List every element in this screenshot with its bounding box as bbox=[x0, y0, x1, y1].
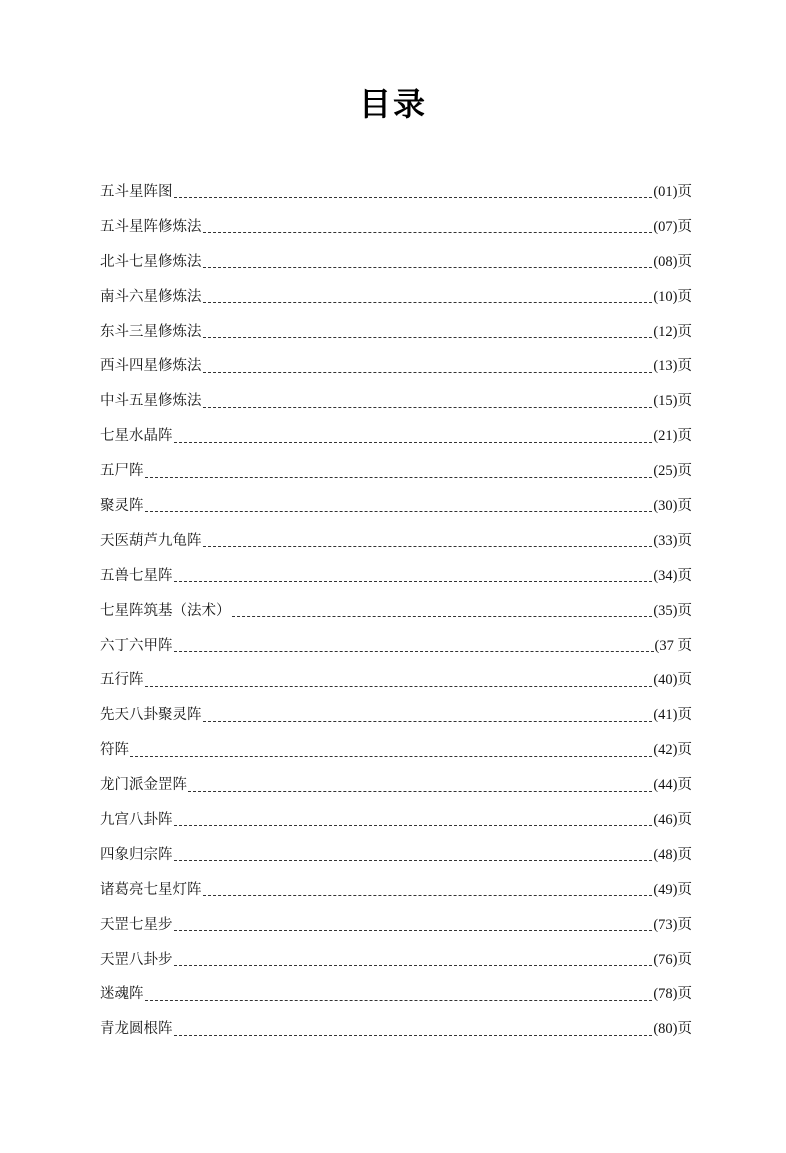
toc-entry-title: 东斗三星修炼法 bbox=[100, 323, 202, 340]
toc-entry bbox=[100, 980, 692, 1015]
toc-entry-page: (30)页 bbox=[653, 498, 692, 515]
toc-entry-page: (80)页 bbox=[653, 1021, 692, 1038]
toc-leader-dashes bbox=[130, 755, 652, 757]
toc-entry-page: (25)页 bbox=[653, 463, 692, 480]
toc-entry-page: (33)页 bbox=[653, 532, 692, 549]
toc-entry-page: (49)页 bbox=[653, 881, 692, 898]
page-title: 目录 bbox=[358, 85, 427, 123]
toc-entry-page: (12)页 bbox=[653, 323, 692, 340]
toc-entry bbox=[100, 841, 692, 876]
toc-entry-title: 五斗星阵修炼法 bbox=[100, 218, 202, 235]
toc-entry bbox=[100, 283, 692, 318]
toc-entry bbox=[100, 701, 692, 736]
toc-leader-dashes bbox=[174, 929, 653, 931]
toc-entry bbox=[100, 666, 692, 701]
toc-entry-title: 西斗四星修炼法 bbox=[100, 358, 202, 375]
toc-entry-page: (42)页 bbox=[653, 742, 692, 759]
toc-leader-dashes bbox=[188, 790, 652, 792]
toc-entry bbox=[100, 527, 692, 562]
toc-entry-title: 聚灵阵 bbox=[100, 498, 144, 515]
toc-entry-title: 六丁六甲阵 bbox=[100, 637, 173, 654]
toc-entry-title: 中斗五星修炼法 bbox=[100, 393, 202, 410]
toc-entry-title: 南斗六星修炼法 bbox=[100, 288, 202, 305]
toc-entry bbox=[100, 736, 692, 771]
toc-entry bbox=[100, 771, 692, 806]
toc-leader-dashes bbox=[203, 336, 653, 338]
toc-entry bbox=[100, 248, 692, 283]
toc-leader-dashes bbox=[145, 685, 653, 687]
toc-entry-title: 龙门派金罡阵 bbox=[100, 777, 187, 794]
toc-entry bbox=[100, 1015, 692, 1050]
toc-entry-title: 七星水晶阵 bbox=[100, 428, 173, 445]
toc-entry-title: 天医葫芦九龟阵 bbox=[100, 532, 202, 549]
toc-entry-title: 五斗星阵图 bbox=[100, 184, 173, 200]
toc-entry-title: 诸葛亮七星灯阵 bbox=[100, 881, 202, 898]
toc-entry-page: (46)页 bbox=[653, 812, 692, 829]
toc-entry bbox=[100, 597, 692, 632]
toc-entry-page: (08)页 bbox=[653, 253, 692, 270]
toc-entry-page: (76)页 bbox=[653, 951, 692, 968]
toc-leader-dashes bbox=[203, 406, 653, 408]
toc-entry-page: (41)页 bbox=[653, 707, 692, 724]
toc-entry-page: (01)页 bbox=[653, 184, 692, 200]
toc-leader-dashes bbox=[174, 580, 653, 582]
toc-entry-page: (73)页 bbox=[653, 916, 692, 933]
toc-leader-dashes bbox=[203, 301, 653, 303]
toc-entry-title: 五行阵 bbox=[100, 672, 144, 689]
toc-leader-dashes bbox=[174, 650, 654, 652]
toc-entry-title: 天罡八卦步 bbox=[100, 951, 173, 968]
toc-entry-title: 四象归宗阵 bbox=[100, 846, 173, 863]
toc-entry bbox=[100, 632, 692, 667]
toc-entry-page: (34)页 bbox=[653, 567, 692, 584]
toc-entry-page: (15)页 bbox=[653, 393, 692, 410]
toc-entry bbox=[100, 422, 692, 457]
toc-leader-dashes bbox=[145, 476, 653, 478]
toc-leader-dashes bbox=[203, 545, 653, 547]
toc-leader-dashes bbox=[203, 231, 653, 233]
toc-entry-page: (44)页 bbox=[653, 777, 692, 794]
toc-entry bbox=[100, 911, 692, 946]
toc-entry-page: (10)页 bbox=[653, 288, 692, 305]
toc-entry-page: (07)页 bbox=[653, 218, 692, 235]
toc-leader-dashes bbox=[174, 859, 653, 861]
toc-entry bbox=[100, 318, 692, 353]
toc-leader-dashes bbox=[203, 371, 653, 373]
toc-entry-title: 七星阵筑基（法术） bbox=[100, 602, 231, 619]
toc-leader-dashes bbox=[174, 1034, 653, 1036]
toc-leader-dashes bbox=[174, 964, 653, 966]
toc-entry bbox=[100, 562, 692, 597]
toc-entry-title: 北斗七星修炼法 bbox=[100, 253, 202, 270]
toc-entry bbox=[100, 876, 692, 911]
toc-entry bbox=[100, 946, 692, 981]
toc-entry-page: (13)页 bbox=[653, 358, 692, 375]
toc-leader-dashes bbox=[203, 894, 653, 896]
toc-entry-page: (21)页 bbox=[653, 428, 692, 445]
toc-leader-dashes bbox=[174, 441, 653, 443]
toc-leader-dashes bbox=[145, 510, 653, 512]
toc-entry bbox=[100, 387, 692, 422]
toc-entry-page: (40)页 bbox=[653, 672, 692, 689]
toc-leader-dashes bbox=[145, 999, 653, 1001]
toc-entry-title: 青龙圆根阵 bbox=[100, 1021, 173, 1038]
toc-entry-title: 迷魂阵 bbox=[100, 986, 144, 1003]
toc-entry-title: 九宫八卦阵 bbox=[100, 812, 173, 829]
toc-entry-page: (37 页 bbox=[654, 637, 692, 654]
toc-entry bbox=[100, 213, 692, 248]
table-of-contents bbox=[100, 178, 692, 1050]
toc-leader-dashes bbox=[174, 196, 653, 198]
toc-entry-page: (78)页 bbox=[653, 986, 692, 1003]
toc-entry-title: 五尸阵 bbox=[100, 463, 144, 480]
toc-entry-page: (48)页 bbox=[653, 846, 692, 863]
toc-entry-page: (35)页 bbox=[653, 602, 692, 619]
toc-entry-title: 天罡七星步 bbox=[100, 916, 173, 933]
toc-leader-dashes bbox=[203, 266, 653, 268]
toc-entry bbox=[100, 352, 692, 387]
toc-entry-title: 五兽七星阵 bbox=[100, 567, 173, 584]
toc-entry bbox=[100, 492, 692, 527]
toc-leader-dashes bbox=[203, 720, 653, 722]
toc-leader-dashes bbox=[232, 615, 653, 617]
toc-entry-title: 先天八卦聚灵阵 bbox=[100, 707, 202, 724]
toc-entry bbox=[100, 806, 692, 841]
toc-entry bbox=[100, 457, 692, 492]
toc-entry-title: 符阵 bbox=[100, 742, 129, 759]
toc-entry bbox=[100, 178, 692, 213]
toc-leader-dashes bbox=[174, 824, 653, 826]
